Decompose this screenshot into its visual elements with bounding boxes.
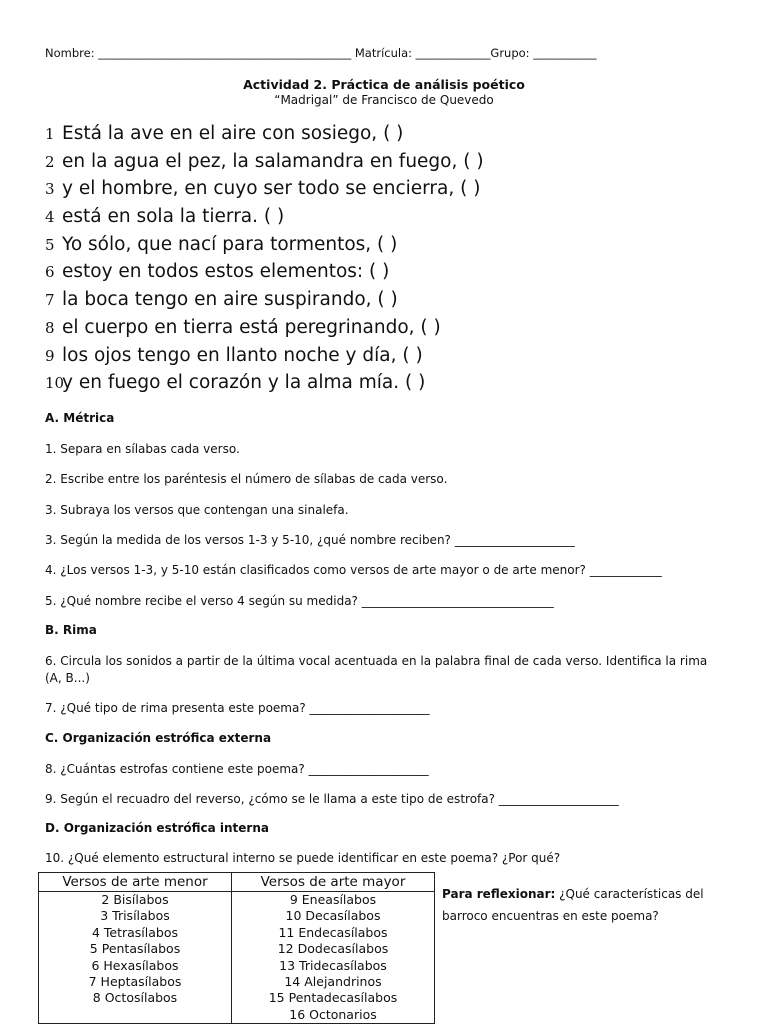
question-9: 9. Según el recuadro del reverso, ¿cómo se le llama a este tipo de estrofa? ____________________ — [45, 792, 619, 806]
verse-number: 4 — [45, 208, 55, 227]
verse-line — [45, 148, 484, 176]
list-item: 5 Pentasílabos — [89, 941, 181, 957]
table-body-row — [39, 892, 435, 1024]
verse-line — [45, 314, 484, 342]
verse-number: 6 — [45, 263, 55, 282]
arte-menor-list — [39, 892, 232, 1024]
verse-text: está en sola la tierra. ( ) — [62, 206, 285, 228]
verse-line — [45, 286, 484, 314]
verse-text: estoy en todos estos elementos: ( ) — [62, 261, 390, 283]
question-10: 10. ¿Qué elemento estructural interno se puede identificar en este poema? ¿Por qué? — [45, 851, 561, 865]
verse-types-table — [38, 872, 435, 1024]
table-header-row — [39, 873, 435, 892]
verse-line — [45, 120, 484, 148]
verse-line — [45, 231, 484, 259]
list-item: 12 Dodecasílabos — [277, 941, 389, 957]
header-arte-menor: Versos de arte menor — [39, 873, 232, 892]
list-item: 9 Eneasílabos — [289, 892, 377, 907]
verse-text: los ojos tengo en llanto noche y día, ( ) — [62, 344, 423, 366]
list-item: 10 Decasílabos — [285, 908, 381, 924]
reflection-text: ¿Qué características del barroco encuentras en este poema? — [442, 887, 704, 923]
question-2: 2. Escribe entre los paréntesis el número de sílabas de cada verso. — [45, 472, 448, 486]
verse-number: 10 — [45, 374, 65, 393]
arte-mayor-list — [232, 892, 435, 1024]
section-heading-rima: B. Rima — [45, 623, 97, 637]
poem-subtitle: “Madrigal” de Francisco de Quevedo — [274, 93, 494, 107]
list-item: 7 Heptasílabos — [88, 974, 182, 990]
reflection-prompt — [442, 883, 732, 927]
question-8: 8. ¿Cuántas estrofas contiene este poema? ____________________ — [45, 762, 429, 776]
question-6: 6. Circula los sonidos a partir de la última vocal acentuada en la palabra final de cada verso. Identifica la rima (A, B...) — [45, 654, 708, 685]
list-item: 15 Pentadecasílabos — [268, 990, 398, 1006]
list-item: 6 Hexasílabos — [91, 957, 179, 973]
section-heading-externa: C. Organización estrófica externa — [45, 731, 272, 745]
verse-line — [45, 258, 484, 286]
poem-verses — [45, 120, 484, 397]
list-item: 4 Tetrasílabos — [91, 924, 179, 940]
reflection-label: Para reflexionar: — [442, 887, 556, 901]
list-item: 16 Octonarios — [289, 1006, 377, 1022]
verse-number: 1 — [45, 125, 55, 143]
list-item: 14 Alejandrinos — [284, 974, 382, 990]
verse-number: 5 — [45, 235, 55, 254]
verse-number: 7 — [45, 291, 55, 310]
section-heading-metrica: A. Métrica — [45, 411, 115, 425]
question-4: 4. ¿Los versos 1-3, y 5-10 están clasificados como versos de arte mayor o de arte menor? ____________ — [45, 563, 662, 577]
question-7: 7. ¿Qué tipo de rima presenta este poema? ____________________ — [45, 701, 430, 715]
verse-number: 9 — [45, 346, 55, 365]
activity-title: Actividad 2. Práctica de análisis poético — [243, 77, 525, 92]
question-1: 1. Separa en sílabas cada verso. — [45, 442, 240, 456]
verse-line — [45, 369, 484, 397]
verse-line — [45, 175, 484, 203]
verse-text: Está la ave en el aire con sosiego, ( ) — [62, 123, 404, 144]
list-item: 8 Octosílabos — [92, 990, 178, 1006]
verse-text: Yo sólo, que nací para tormentos, ( ) — [62, 233, 398, 255]
verse-line — [45, 203, 484, 231]
question-3b: 3. Según la medida de los versos 1-3 y 5-10, ¿qué nombre reciben? ____________________ — [45, 533, 575, 547]
verse-text: la boca tengo en aire suspirando, ( ) — [62, 289, 398, 311]
verse-text: en la agua el pez, la salamandra en fuego, ( ) — [62, 150, 484, 172]
student-info-line: Nombre: ____________________________________________ Matrícula: _____________Grupo: ___________ — [45, 46, 597, 60]
header-arte-mayor: Versos de arte mayor — [232, 873, 435, 892]
verse-text: el cuerpo en tierra está peregrinando, ( ) — [62, 316, 441, 338]
verse-number: 2 — [45, 152, 55, 171]
list-item: 3 Trisílabos — [100, 908, 170, 924]
verse-number: 8 — [45, 318, 55, 337]
question-3: 3. Subraya los versos que contengan una sinalefa. — [45, 503, 349, 517]
verse-number: 3 — [45, 180, 55, 199]
verse-text: y en fuego el corazón y la alma mía. ( ) — [62, 372, 426, 394]
question-5: 5. ¿Qué nombre recibe el verso 4 según su medida? ________________________________ — [45, 594, 554, 608]
verse-line — [45, 342, 484, 370]
list-item: 11 Endecasílabos — [278, 924, 388, 940]
list-item: 13 Tridecasílabos — [279, 957, 387, 973]
verse-text: y el hombre, en cuyo ser todo se encierra, ( ) — [62, 178, 481, 200]
list-item: 2 Bisílabos — [101, 892, 169, 907]
section-heading-interna: D. Organización estrófica interna — [45, 821, 269, 835]
